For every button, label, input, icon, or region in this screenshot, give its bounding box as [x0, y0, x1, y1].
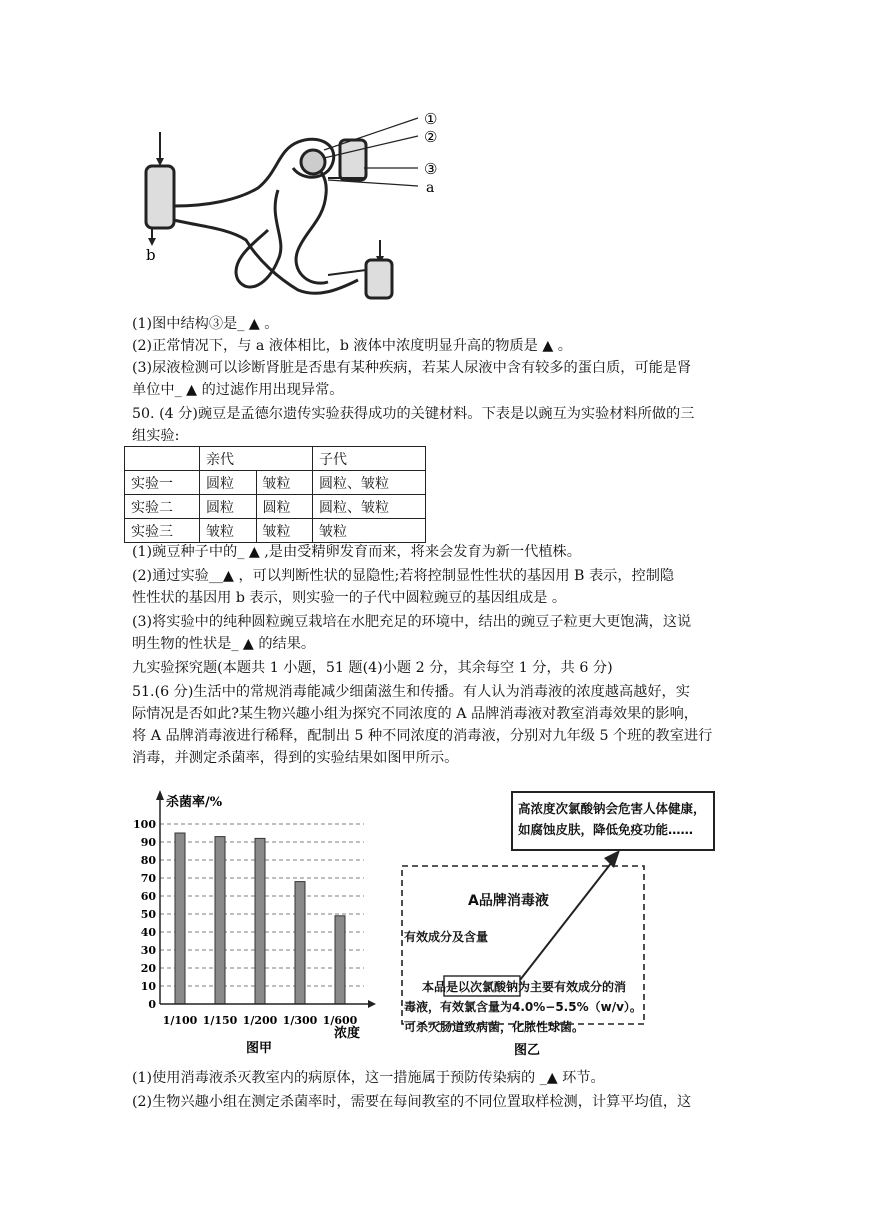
y-tick-label: 100	[133, 818, 156, 831]
table-cell: 皱粒	[313, 519, 426, 543]
y-tick-label: 0	[148, 998, 156, 1011]
table-cell: 实验三	[125, 519, 200, 543]
x-tick-label: 1/200	[242, 1014, 278, 1027]
section-title: 有效成分及含量	[404, 930, 489, 944]
q50-line-2a: (2)通过实验__▲ ，可以判断性状的显隐性;若将控制显性性状的基因用 B 表示，控制隐	[132, 568, 675, 584]
section-heading: 九实验探究题(本题共 1 小题，51 题(4)小题 2 分，其余每空 1 分，共 6 分)	[132, 660, 613, 676]
x-axis-arrow	[368, 1000, 376, 1008]
q51-line-1: 51.(6 分)生活中的常规消毒能减少细菌滋生和传播。有人认为消毒液的浓度越高越好，实	[132, 684, 690, 700]
bar-2	[215, 837, 225, 1004]
y-tick-label: 30	[140, 944, 156, 957]
q50-line-3a: (3)将实验中的纯种圆粒豌豆栽培在水肥充足的环境中，结出的豌豆子粒更大更饱满，这说	[132, 614, 692, 630]
y-tick-label: 80	[140, 854, 156, 867]
y-tick-label: 10	[140, 980, 156, 993]
product-title: A品牌消毒液	[468, 893, 549, 909]
q49-line-2: (2)正常情况下，与 a 液体相比，b 液体中浓度明显升高的物质是 ▲ 。	[132, 338, 572, 354]
product-text-2: 毒液，有效氯含量为4.0%−5.5%（w/v）。	[404, 1000, 642, 1014]
x-tick-label: 1/150	[202, 1014, 238, 1027]
x-tick-label: 1/100	[162, 1014, 198, 1027]
y-tick-label: 70	[140, 872, 156, 885]
table-cell: 皱粒	[200, 519, 257, 543]
q50-line-3b: 明生物的性状是_ ▲ 的结果。	[132, 636, 316, 652]
label-b: b	[146, 246, 156, 264]
bar-4	[295, 882, 305, 1004]
product-text-3: 可杀灭肠道致病菌，化脓性球菌。	[404, 1020, 585, 1034]
table-cell: 实验二	[125, 495, 200, 519]
table-header-cell	[125, 447, 200, 471]
q49-line-1: (1)图中结构③是_ ▲ 。	[132, 316, 279, 332]
bar-chart	[130, 784, 400, 1054]
y-tick-label: 60	[140, 890, 156, 903]
warning-line-1: 高浓度次氯酸钠会危害人体健康，	[518, 801, 706, 816]
table-header-cell: 亲代	[200, 447, 313, 471]
q51-line-2: 际情况是否如此?某生物兴趣小组为探究不同浓度的 A 品牌消毒液对教室消毒效果的影响，	[132, 706, 698, 722]
table-cell: 皱粒	[256, 471, 313, 495]
q50-line-2b: 性性状的基因用 b 表示，则实验一的子代中圆粒豌豆的基因组成是 。	[132, 590, 567, 606]
q50-line-1: (1)豌豆种子中的_ ▲ ,是由受精卵发育而来，将来会发育为新一代植株。	[132, 544, 581, 560]
table-cell: 圆粒	[200, 495, 257, 519]
nephron-figure	[128, 110, 468, 310]
bar-1	[175, 833, 185, 1004]
experiment-table	[124, 446, 426, 543]
y-tick-label: 90	[140, 836, 156, 849]
q50-intro-b: 组实验:	[132, 428, 180, 444]
figure-b-caption: 图乙	[514, 1043, 541, 1056]
x-tick-label: 1/300	[282, 1014, 318, 1027]
product-text-1: 本品是以次氯酸钠为主要有效成分的消	[422, 980, 627, 994]
table-cell: 实验一	[125, 471, 200, 495]
q51-sub-1: (1)使用消毒液杀灭教室内的病原体，这一措施属于预防传染病的 _▲ 环节。	[132, 1070, 605, 1086]
table-header-cell: 子代	[313, 447, 426, 471]
bar-3	[255, 838, 265, 1004]
q51-line-3: 将 A 品牌消毒液进行稀释，配制出 5 种不同浓度的消毒液，分别对九年级 5 个班的教室进行	[132, 728, 713, 744]
chart-caption: 图甲	[246, 1041, 273, 1054]
label-a: a	[426, 180, 435, 196]
label-3: ③	[424, 160, 438, 178]
table-row	[125, 495, 426, 519]
label-1: ①	[424, 110, 438, 128]
y-axis-label: 杀菌率/%	[166, 795, 223, 810]
bar-5	[335, 916, 345, 1004]
y-tick-label: 40	[140, 926, 156, 939]
y-tick-label: 50	[140, 908, 156, 921]
table-cell: 圆粒、皱粒	[313, 495, 426, 519]
q51-line-4: 消毒，并测定杀菌率，得到的实验结果如图甲所示。	[132, 750, 459, 766]
label-2: ②	[424, 128, 438, 146]
q49-line-3b: 单位中_ ▲ 的过滤作用出现异常。	[132, 382, 344, 398]
y-axis-arrow	[156, 790, 164, 800]
table-cell: 皱粒	[256, 519, 313, 543]
q50-intro-a: 50. (4 分)豌豆是孟德尔遗传实验获得成功的关键材料。下表是以豌互为实验材料所做的三	[132, 406, 695, 422]
table-cell: 圆粒	[256, 495, 313, 519]
warning-line-2: 如腐蚀皮肤，降低免疫功能……	[518, 822, 694, 837]
table-row	[125, 519, 426, 543]
x-axis-label: 浓度	[334, 1026, 361, 1041]
q49-line-3a: (3)尿液检测可以诊断肾脏是否患有某种疾病，若某人尿液中含有较多的蛋白质，可能是肾	[132, 360, 692, 376]
table-header-row	[125, 447, 426, 471]
x-tick-label: 1/600	[322, 1014, 358, 1027]
table-cell: 圆粒、皱粒	[313, 471, 426, 495]
table-cell: 圆粒	[200, 471, 257, 495]
table-row	[125, 471, 426, 495]
q51-sub-2: (2)生物兴趣小组在测定杀菌率时，需要在每间教室的不同位置取样检测，计算平均值，这	[132, 1094, 692, 1110]
y-tick-label: 20	[140, 962, 156, 975]
pointer-arrow	[520, 862, 612, 980]
